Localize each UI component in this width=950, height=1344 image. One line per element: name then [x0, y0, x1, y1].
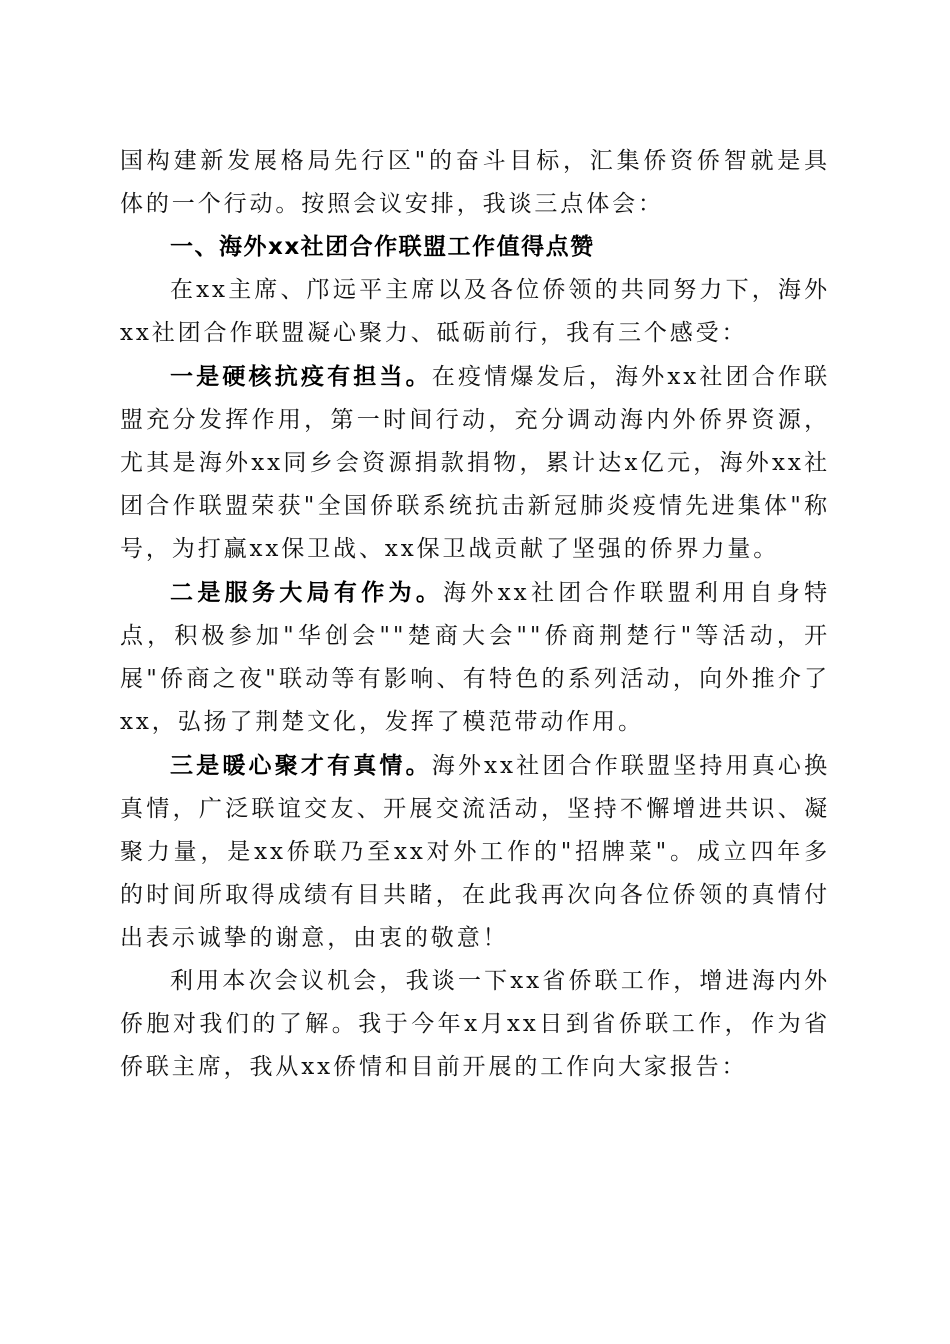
- section-heading: 一、海外xx社团合作联盟工作值得点赞: [170, 234, 595, 260]
- paragraph-feelings-intro: 在xx主席、邝远平主席以及各位侨领的共同努力下，海外xx社团合作联盟凝心聚力、砥砺前行，我有三个感受：: [120, 277, 830, 346]
- document-body: [120, 140, 830, 1089]
- paragraph-point-two: [120, 571, 830, 744]
- point-two-text: 海外xx社团合作联盟利用自身特点，积极参加"华创会""楚商大会""侨商荆楚行"等活动，开展"侨商之夜"联动等有影响、有特色的系列活动，向外推介了xx，弘扬了荆楚文化，发挥了模范带动作用。: [120, 580, 830, 735]
- point-three-lead: 三是暖心聚才有真情。: [170, 752, 432, 779]
- paragraph-point-three: [120, 744, 830, 960]
- point-one-text: 在疫情爆发后，海外xx社团合作联盟充分发挥作用，第一时间行动，充分调动海内外侨界资源，尤其是海外xx同乡会资源捐款捐物，累计达x亿元，海外xx社团合作联盟荣获"全国侨联系统抗击新冠肺炎疫情先进集体"称号，为打赢xx保卫战、xx保卫战贡献了坚强的侨界力量。: [120, 364, 831, 562]
- point-one-lead: 一是硬核抗疫有担当。: [170, 363, 432, 390]
- point-two-lead: 二是服务大局有作为。: [170, 579, 444, 606]
- paragraph-point-one: [120, 355, 830, 571]
- paragraph-intro-continuation: 国构建新发展格局先行区"的奋斗目标，汇集侨资侨智就是具体的一个行动。按照会议安排，我谈三点体会：: [120, 148, 830, 217]
- paragraph-report-intro: 利用本次会议机会，我谈一下xx省侨联工作，增进海内外侨胞对我们的了解。我于今年x月xx日到省侨联工作，作为省侨联主席，我从xx侨情和目前开展的工作向大家报告：: [120, 968, 830, 1080]
- point-three-text: 海外xx社团合作联盟坚持用真心换真情，广泛联谊交友、开展交流活动，坚持不懈增进共识、凝聚力量，是xx侨联乃至xx对外工作的"招牌菜"。成立四年多的时间所取得成绩有目共睹，在此我再次向各位侨领的真情付出表示诚挚的谢意，由衷的敬意！: [120, 753, 831, 951]
